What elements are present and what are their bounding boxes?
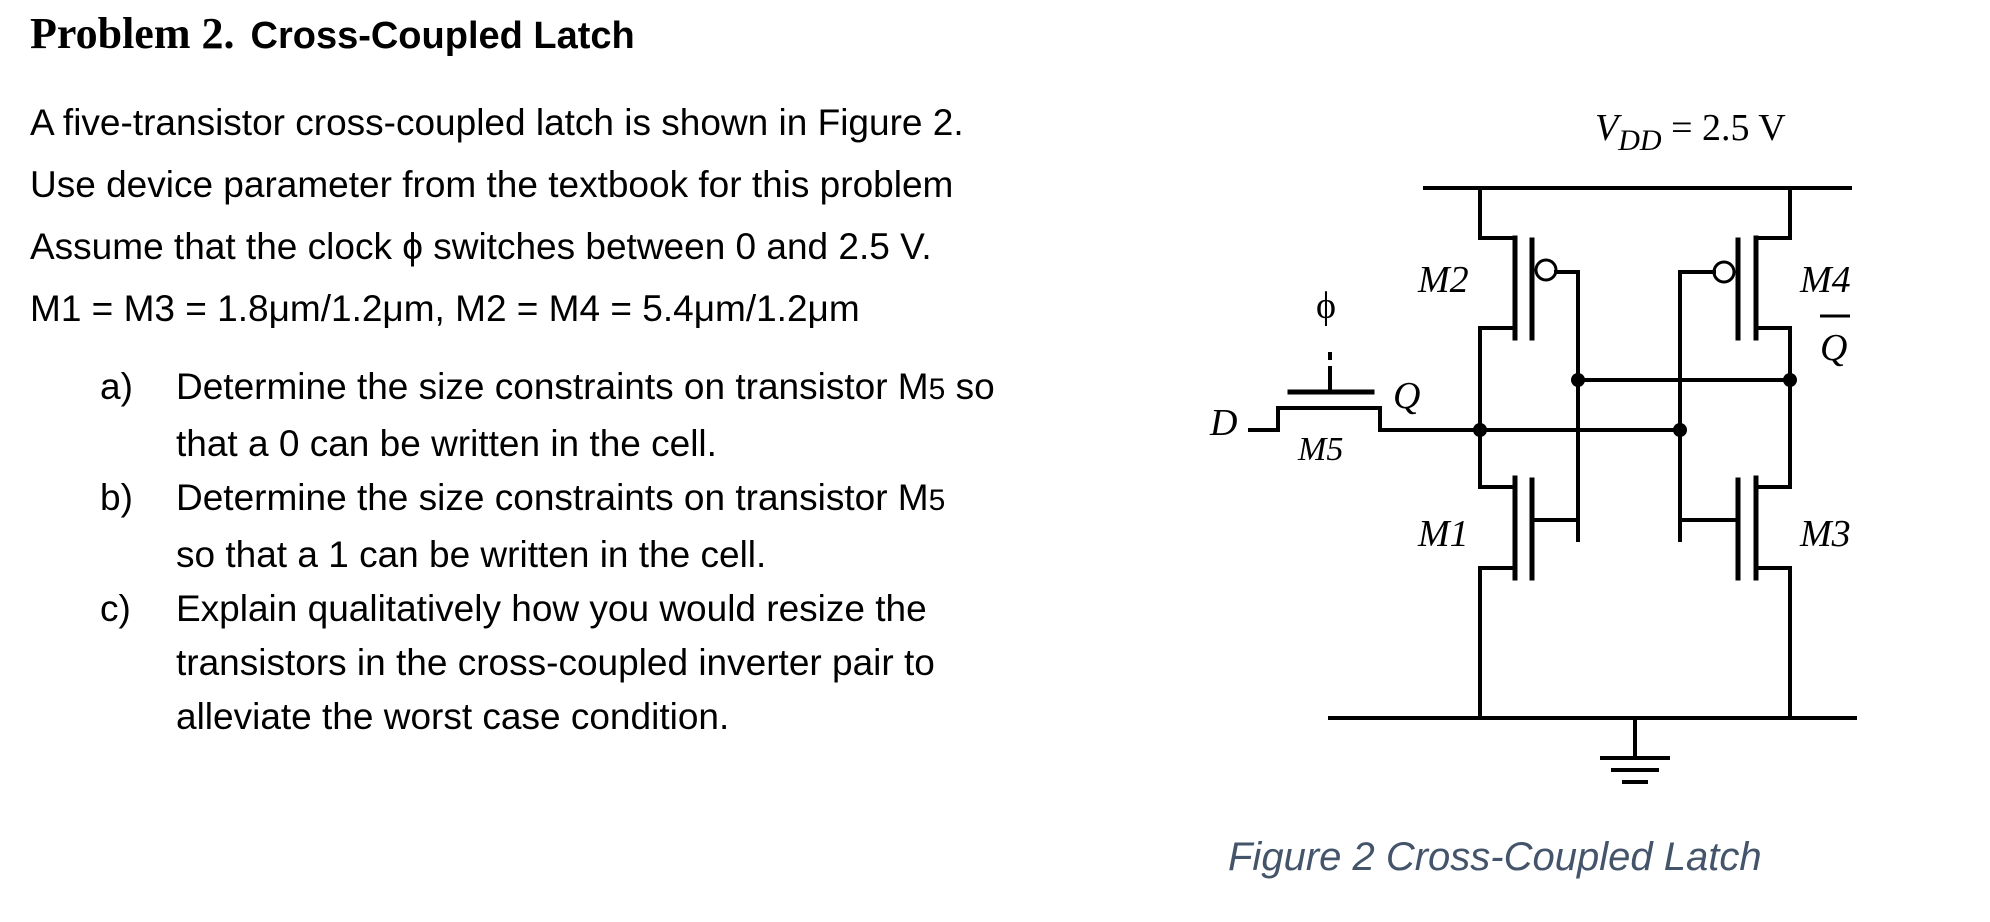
qbar-label: Q	[1820, 327, 1848, 369]
question-c	[100, 582, 995, 744]
question-text: alleviate the worst case condition.	[176, 696, 730, 737]
question-label: c)	[100, 588, 131, 629]
m4-label: M4	[1800, 259, 1851, 301]
m2-label: M2	[1418, 259, 1469, 301]
question-text: Determine the size constraints on transistor M	[176, 366, 929, 407]
m5-label: M5	[1298, 431, 1344, 468]
ground-icon	[1602, 758, 1668, 782]
intro-line: A five-transistor cross-coupled latch is shown in Figure 2.	[30, 102, 964, 143]
intro-line: Use device parameter from the textbook for this problem	[30, 164, 954, 205]
m1-label: M1	[1418, 513, 1469, 555]
transistor-m1	[1480, 478, 1578, 578]
subscript-text: 5	[928, 373, 946, 406]
phi-label: ϕ	[1316, 285, 1337, 327]
question-label: a)	[100, 366, 133, 407]
transistor-m5	[1250, 354, 1480, 430]
junction-dot	[1571, 373, 1585, 387]
subscript-text: 5	[928, 484, 946, 517]
intro-line: M1 = M3 = 1.8μm/1.2μm, M2 = M4 = 5.4μm/1.2μm	[30, 288, 860, 329]
vdd-label: $V_{DD} = 2.5$ V	[1595, 107, 1786, 157]
transistor-m3	[1680, 478, 1790, 578]
question-a	[100, 360, 995, 471]
question-label: b)	[100, 477, 133, 518]
latch-schematic	[1150, 90, 1950, 900]
transistor-m4	[1680, 238, 1790, 380]
question-text: Determine the size constraints on transistor M	[176, 477, 929, 518]
problem-name: Cross-Coupled Latch	[250, 15, 635, 57]
junction-dot	[1673, 423, 1687, 437]
intro-line: Assume that the clock ϕ switches between 0 and 2.5 V.	[30, 226, 932, 267]
question-list	[100, 360, 995, 744]
problem-number: Problem 2.	[30, 9, 235, 58]
question-text: Explain qualitatively how you would resize the	[176, 588, 927, 629]
question-text: so that a 1 can be written in the cell.	[176, 534, 767, 575]
problem-title	[30, 8, 635, 59]
question-text: so	[945, 366, 995, 407]
junction-dot	[1783, 373, 1797, 387]
question-b	[100, 471, 995, 582]
question-text: transistors in the cross-coupled inverter pair to	[176, 642, 935, 683]
question-text: that a 0 can be written in the cell.	[176, 423, 717, 464]
problem-intro	[30, 92, 964, 340]
q-label: Q	[1393, 375, 1421, 417]
transistor-m2	[1480, 238, 1578, 430]
d-label: D	[1210, 402, 1238, 444]
junction-dot	[1473, 423, 1487, 437]
figure-caption: Figure 2 Cross-Coupled Latch	[1228, 835, 1762, 879]
m3-label: M3	[1800, 513, 1851, 555]
